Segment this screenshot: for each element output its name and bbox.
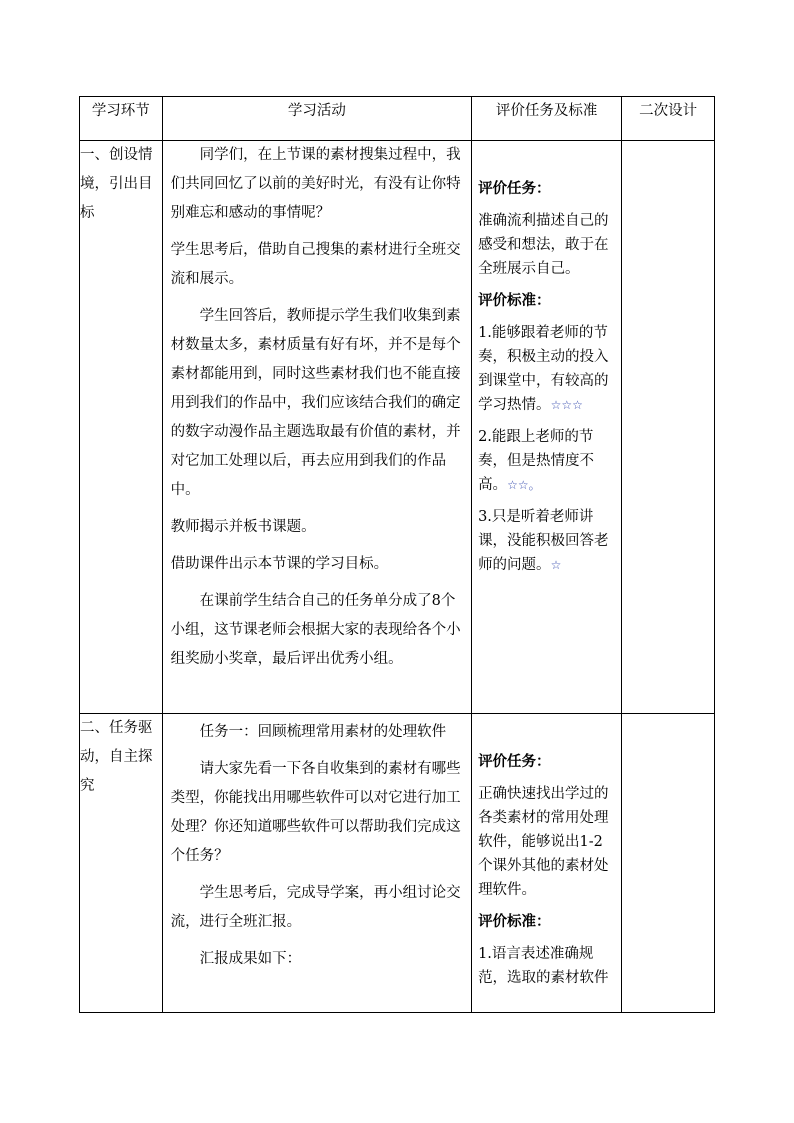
activity-paragraph: 借助课件出示本节课的学习目标。: [170, 556, 389, 572]
eval-standard-item: [478, 425, 615, 497]
eval-standard-label: 评价标准：: [478, 913, 551, 930]
eval-task-text: 准确流利描述自己的感受和想法，敢于在全班展示自己。: [478, 213, 609, 277]
standard-text: 3.只是听着老师讲课，没能积极回答老师的问题。: [478, 509, 609, 573]
star-rating: ☆☆。: [507, 478, 541, 492]
eval-standard-label: 评价标准：: [478, 292, 551, 309]
eval-standard-item: [478, 505, 615, 577]
star-rating: ☆☆☆: [550, 398, 583, 412]
standard-text: 1.语言表述准确规范，选取的素材软件: [478, 946, 609, 986]
second-design-cell: [622, 141, 715, 714]
activity-paragraph: 学生思考后，完成导学案，再小组讨论交流，进行全班汇报。: [170, 885, 461, 930]
activity-cell: [162, 714, 471, 1013]
header-activity: 学习活动: [162, 97, 471, 141]
second-design-cell: [622, 714, 715, 1013]
header-row: [80, 97, 715, 141]
activity-paragraph: 请大家先看一下各自收集到的素材有哪些类型，你能找出用哪些软件可以对它进行加工处理？你还知道哪些软件可以帮助我们完成这个任务？: [170, 761, 461, 864]
activity-paragraph: 汇报成果如下：: [199, 951, 302, 967]
activity-cell: [162, 141, 471, 714]
standard-text: 1.能够跟着老师的节奏，积极主动的投入到课堂中，有较高的学习热情。: [478, 325, 609, 413]
activity-paragraph: 学生思考后，借助自己搜集的素材进行全班交流和展示。: [170, 242, 461, 287]
header-second-design: 二次设计: [622, 97, 715, 141]
activity-paragraph: 同学们，在上节课的素材搜集过程中，我们共同回忆了以前的美好时光，有没有让你特别难忘和感动的事情呢？: [170, 147, 461, 221]
lesson-plan-table: [79, 96, 715, 1013]
eval-task-label: 评价任务：: [478, 753, 551, 770]
star-rating: ☆: [550, 558, 562, 572]
activity-paragraph: 学生回答后，教师提示学生我们收集到素材数量太多，素材质量有好有坏，并不是每个素材都能用到，同时这些素材我们也不能直接用到我们的作品中，我们应该结合我们的确定的数字动漫作品主题选取最有价值的素材，并对它加工处理以后，再去应用到我们的作品中。: [170, 308, 461, 498]
table-row: [80, 141, 715, 714]
table-row: [80, 714, 715, 1013]
evaluation-cell: [472, 141, 622, 714]
activity-paragraph: 在课前学生结合自己的任务单分成了8个小组，这节课老师会根据大家的表现给各个小组奖励小奖章，最后评出优秀小组。: [170, 593, 461, 667]
header-evaluation: 评价任务及标准: [472, 97, 622, 141]
stage-cell: 一、创设情境，引出目标: [80, 141, 163, 714]
eval-standard-item: [478, 942, 615, 990]
eval-task-label: 评价任务：: [478, 180, 551, 197]
eval-standard-item: [478, 321, 615, 417]
header-stage: 学习环节: [80, 97, 163, 141]
eval-task-text: 正确快速找出学过的各类素材的常用处理软件，能够说出1-2个课外其他的素材处理软件。: [478, 786, 609, 898]
evaluation-cell: [472, 714, 622, 1013]
standard-text: 2.能跟上老师的节奏，但是热情度不高。: [478, 429, 595, 493]
activity-paragraph: 任务一：回顾梳理常用素材的处理软件: [199, 724, 447, 740]
stage-cell: 二、任务驱动，自主探究: [80, 714, 163, 1013]
activity-paragraph: 教师揭示并板书课题。: [170, 519, 316, 535]
